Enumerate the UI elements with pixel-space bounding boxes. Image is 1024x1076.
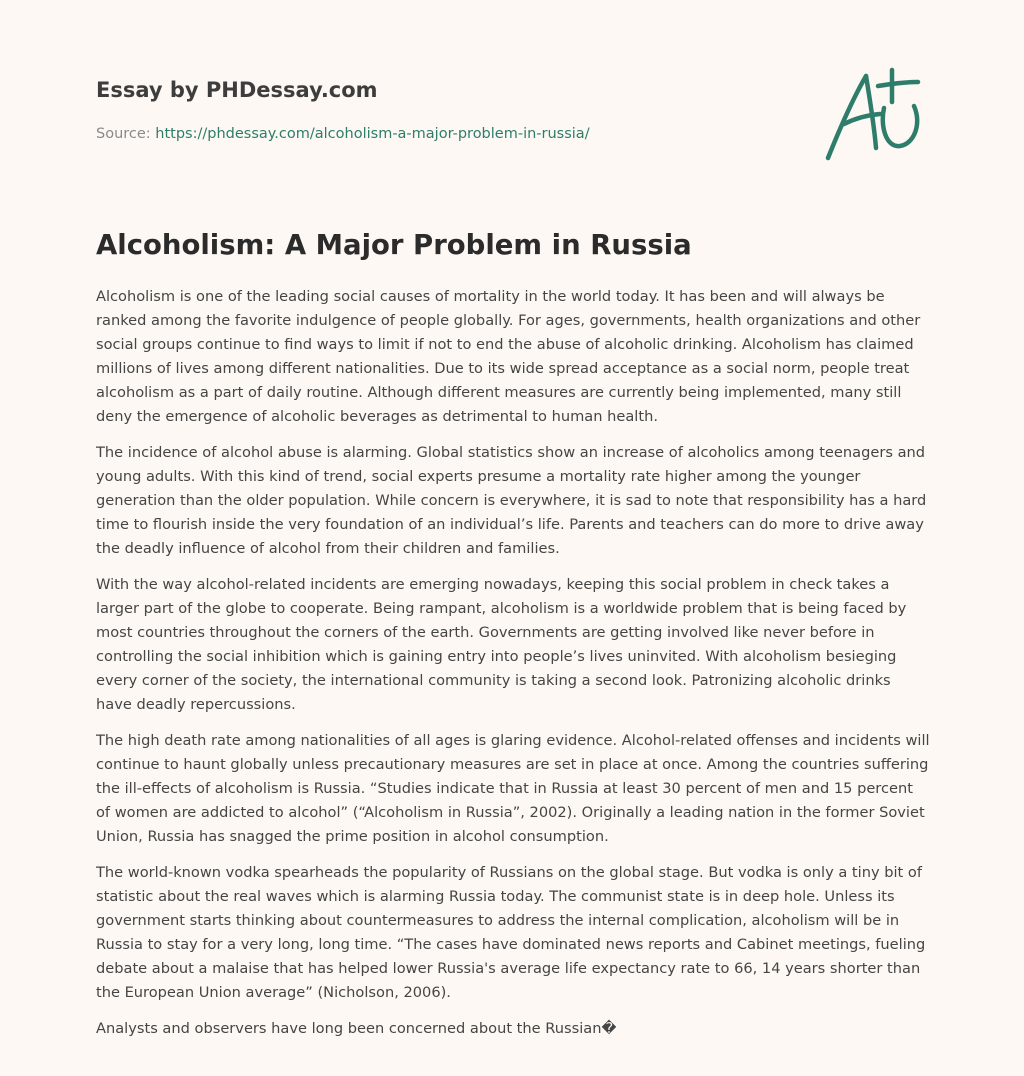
a-plus-logo-icon xyxy=(822,66,932,166)
essay-title: Alcoholism: A Major Problem in Russia xyxy=(96,229,692,261)
source-line xyxy=(96,124,590,144)
essay-paragraph: Alcoholism is one of the leading social causes of mortality in the world today. It has been and will always be ranked among the favorite indulgence of people globally. For ages, governments, health organizations and other social groups continue to find ways to limit if not to end the abuse of alcoholic drinking. Alcoholism has claimed millions of lives among different nationalities. Due to its wide spread acceptance as a social norm, people treat alcoholism as a part of daily routine. Although different measures are currently being implemented, many still deny the emergence of alcoholic beverages as detrimental to human health. xyxy=(96,288,921,425)
essay-paragraph: Analysts and observers have long been concerned about the Russian� xyxy=(96,1020,617,1037)
source-label: Source: xyxy=(96,126,156,142)
source-link[interactable]: https://phdessay.com/alcoholism-a-major-problem-in-russia/ xyxy=(155,126,590,142)
essay-paragraph: The high death rate among nationalities of all ages is glaring evidence. Alcohol-related offenses and incidents will continue to haunt globally unless precautionary measures are set in place at once. Among the countries suffering the ill-effects of alcoholism is Russia. “Studies indicate that in Russia at least 30 percent of men and 15 percent of women are addicted to alcohol” (“Alcoholism in Russia”, 2002). Originally a leading nation in the former Soviet Union, Russia has snagged the prime position in alcohol consumption. xyxy=(96,732,930,845)
essay-paragraph: The incidence of alcohol abuse is alarming. Global statistics show an increase of alcoholics among teenagers and young adults. With this kind of trend, social experts presume a mortality rate higher among the younger generation than the older population. While concern is everywhere, it is sad to note that responsibility has a hard time to flourish inside the very foundation of an individual’s life. Parents and teachers can do more to drive away the deadly influence of alcohol from their children and families. xyxy=(96,444,927,557)
essay-header xyxy=(96,76,928,142)
essay-paragraph: With the way alcohol-related incidents are emerging nowadays, keeping this social problem in check takes a larger part of the globe to cooperate. Being rampant, alcoholism is a worldwide problem that is being faced by most countries throughout the corners of the earth. Governments are getting involved like never before in controlling the social inhibition which is gaining entry into people’s lives uninvited. With alcoholism besieging every corner of the society, the international community is taking a second look. Patronizing alcoholic drinks have deadly repercussions. xyxy=(96,576,907,713)
site-brand: Essay by PHDessay.com xyxy=(96,78,378,102)
essay-paragraph: The world-known vodka spearheads the popularity of Russians on the global stage. But vodka is only a tiny bit of statistic about the real waves which is alarming Russia today. The communist state is in deep hole. Unless its government starts thinking about countermeasures to address the internal complication, alcoholism will be in Russia to stay for a very long, long time. “The cases have dominated news reports and Cabinet meetings, fueling debate about a malaise that has helped lower Russia's average life expectancy rate to 66, 14 years shorter than the European Union average” (Nicholson, 2006). xyxy=(96,864,926,1001)
essay-body xyxy=(96,285,930,1053)
